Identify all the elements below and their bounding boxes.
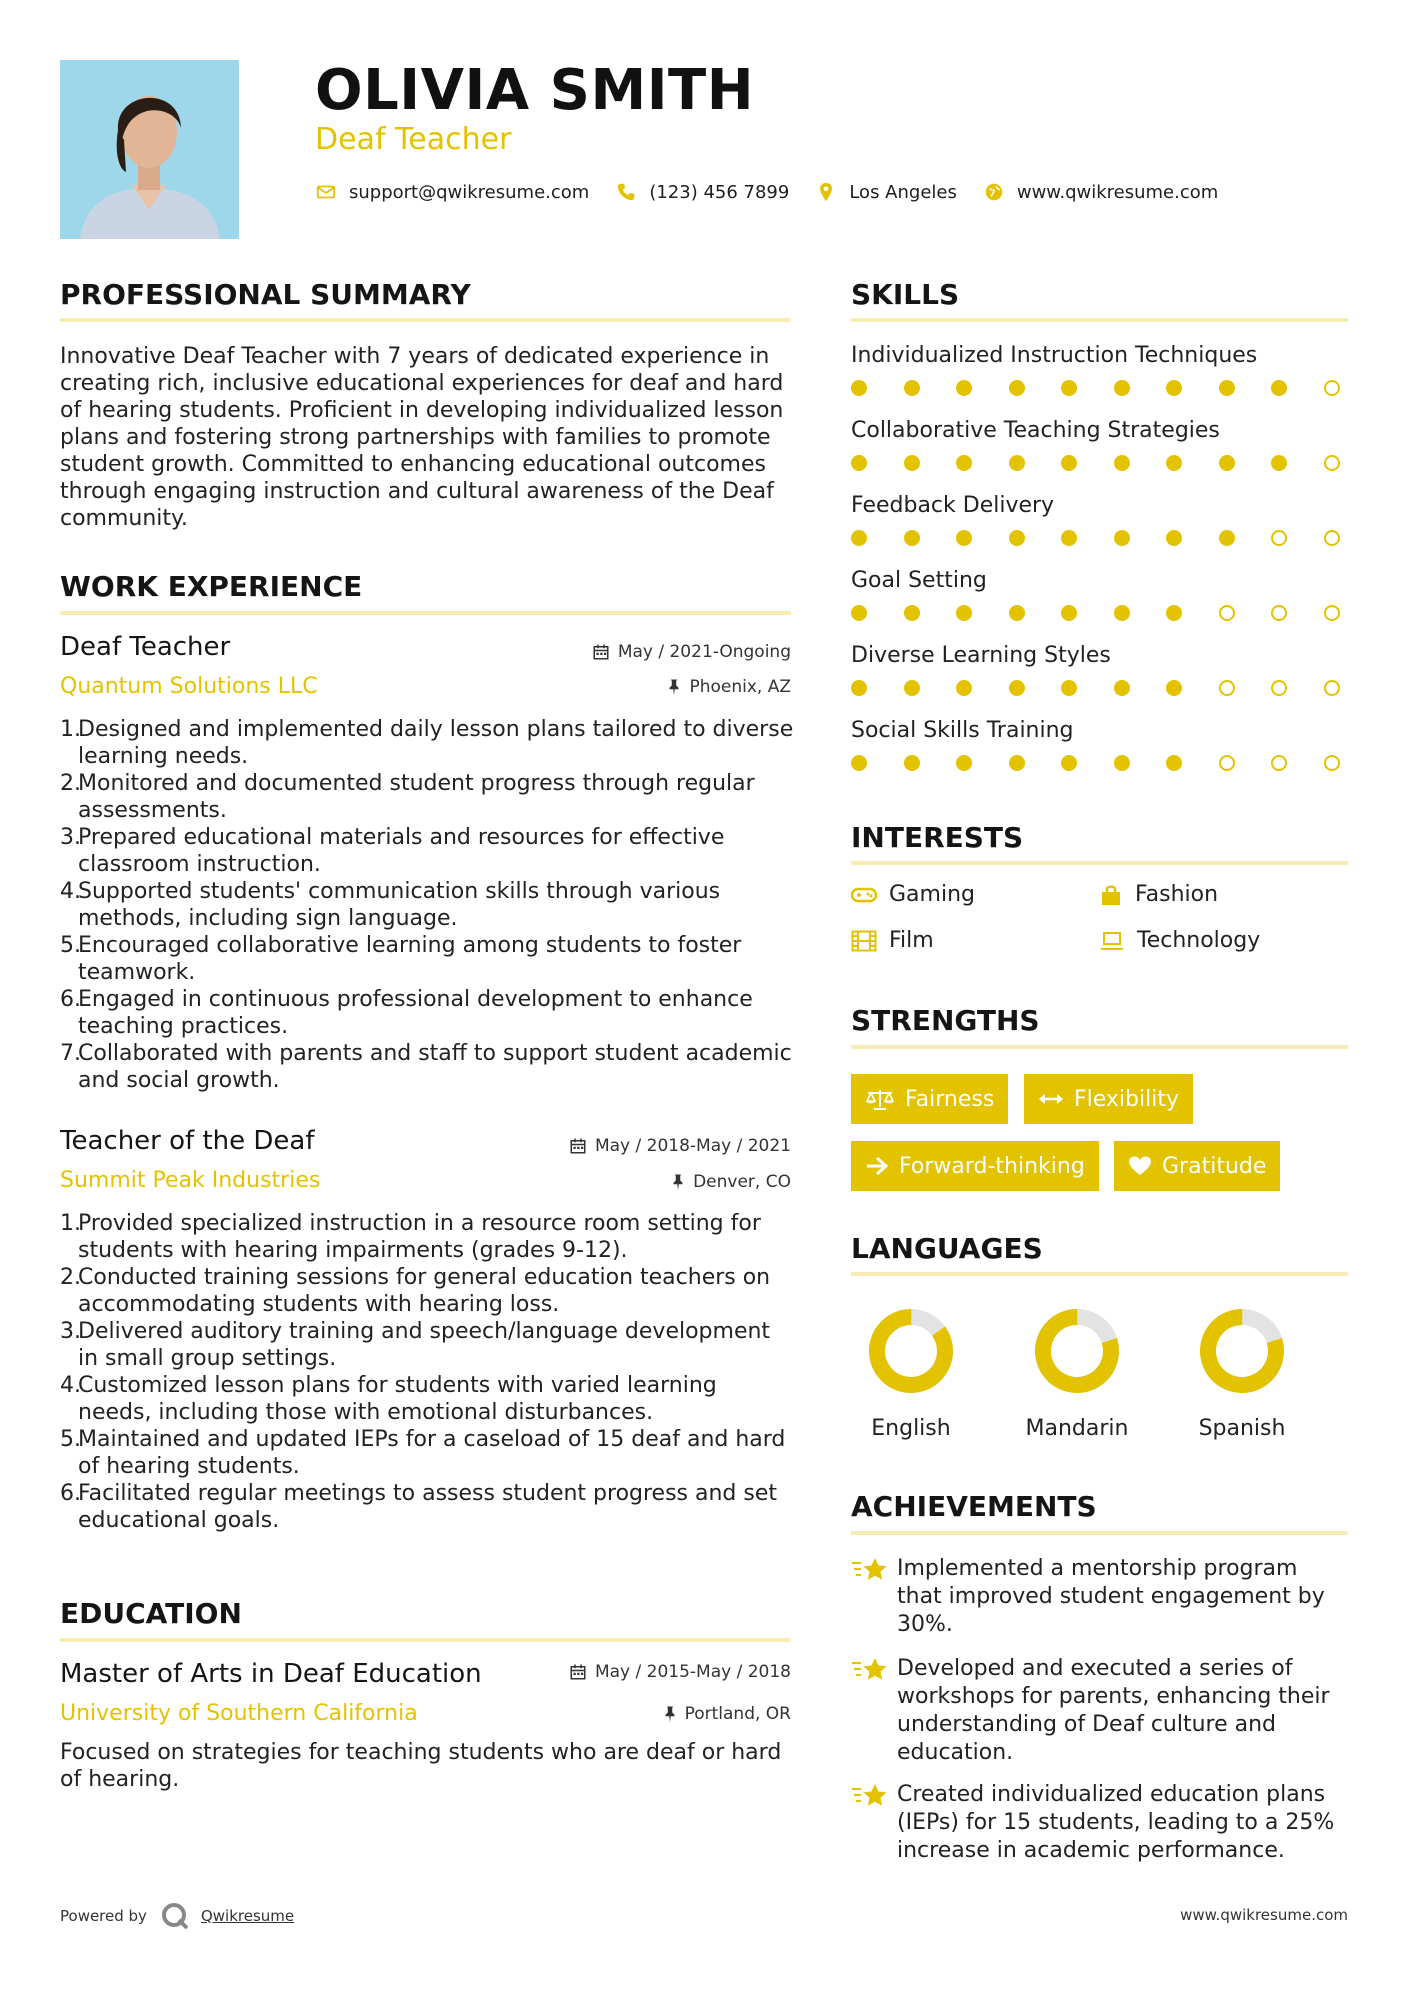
rating-dot-filled: [1114, 530, 1130, 546]
brand-link[interactable]: Qwikresume: [200, 1907, 295, 1925]
job-location-text: Denver, CO: [693, 1172, 791, 1192]
pushpin-icon: [667, 678, 681, 696]
list-item: 3. Delivered auditory training and speech/language development in small group settings.: [60, 1319, 771, 1371]
skills-list: [851, 343, 1351, 793]
education-location: [440, 1704, 791, 1724]
strength-tag-gratitude: [1114, 1141, 1280, 1191]
rating-dot-filled: [904, 380, 920, 396]
education-location-text: Portland, OR: [684, 1704, 791, 1724]
school-name: University of Southern California: [60, 1701, 418, 1726]
strength-tag-fairness: [851, 1074, 1008, 1124]
interest-label: Film: [889, 928, 934, 953]
rating-dot-filled: [956, 530, 972, 546]
rating-dot-empty: [1219, 680, 1235, 696]
education-date-text: May / 2015-May / 2018: [594, 1662, 791, 1682]
rating-dot-empty: [1324, 530, 1340, 546]
envelope-icon: [315, 181, 337, 203]
strength-label: Forward-thinking: [899, 1153, 1085, 1179]
rating-dot-empty: [1271, 605, 1287, 621]
rating-dot-filled: [1114, 605, 1130, 621]
rating-dot-filled: [1166, 680, 1182, 696]
job-location-text: Phoenix, AZ: [689, 677, 791, 697]
skill-item: [851, 568, 1351, 643]
list-item: 5. Encouraged collaborative learning among students to foster teamwork.: [60, 933, 742, 985]
rating-dot-empty: [1219, 755, 1235, 771]
achievement-item: [851, 1655, 1347, 1767]
languages-list: [831, 1308, 1351, 1448]
strength-label: Gratitude: [1162, 1153, 1267, 1179]
skill-rating: [851, 455, 1340, 471]
powered-by-label: Powered by: [60, 1907, 147, 1925]
rating-dot-empty: [1271, 755, 1287, 771]
job-title: Teacher of the Deaf: [60, 1126, 315, 1156]
avatar: [60, 60, 239, 239]
list-item: 4. Customized lesson plans for students with varied learning needs, including those with emotional disturbances.: [60, 1373, 717, 1425]
rating-dot-filled: [904, 530, 920, 546]
donut-fill: [1199, 1308, 1285, 1394]
arrows-horizontal-icon: [1038, 1088, 1064, 1110]
rating-dot-filled: [956, 605, 972, 621]
contact-bar: [315, 180, 1244, 204]
strength-label: Flexibility: [1074, 1086, 1179, 1112]
laptop-icon: [1099, 930, 1125, 952]
achievement-item: [851, 1555, 1347, 1639]
rating-dot-filled: [956, 755, 972, 771]
rating-dot-filled: [1114, 380, 1130, 396]
skill-label: Social Skills Training: [851, 718, 1074, 743]
list-item: 4. Supported students' communication skills through various methods, including sign language.: [60, 879, 721, 931]
rating-dot-filled: [904, 455, 920, 471]
job-location: [440, 1172, 791, 1192]
rating-dot-empty: [1324, 455, 1340, 471]
achievement-text: Implemented a mentorship program that improved student engagement by 30%.: [897, 1556, 1325, 1637]
skills-divider: [851, 318, 1348, 322]
interest-label: Fashion: [1135, 882, 1219, 907]
rating-dot-filled: [1271, 455, 1287, 471]
rating-dot-filled: [904, 755, 920, 771]
skill-label: Feedback Delivery: [851, 493, 1055, 518]
interests-heading: INTERESTS: [851, 821, 1024, 854]
footer-powered-by: [60, 1900, 294, 1932]
star-icon: [851, 1655, 897, 1687]
skill-item: [851, 418, 1351, 493]
education-divider: [60, 1638, 791, 1642]
strengths-divider: [851, 1045, 1348, 1049]
rating-dot-filled: [1061, 530, 1077, 546]
language-item: [997, 1308, 1157, 1441]
pushpin-icon: [663, 1705, 677, 1723]
skill-rating: [851, 755, 1340, 771]
profile-photo: [60, 60, 239, 239]
language-label: Mandarin: [1025, 1416, 1129, 1441]
skill-item: [851, 343, 1351, 418]
job-date: [440, 1136, 791, 1156]
rating-dot-filled: [851, 530, 867, 546]
calendar-icon: [569, 1663, 587, 1681]
rating-dot-filled: [1114, 755, 1130, 771]
work-divider: [60, 611, 791, 615]
candidate-title: Deaf Teacher: [315, 122, 512, 157]
job-bullets: [60, 716, 795, 1094]
interest-item-fashion: [1099, 882, 1218, 907]
rating-dot-filled: [1061, 680, 1077, 696]
education-description: Focused on strategies for teaching students who are deaf or hard of hearing.: [60, 1740, 782, 1792]
map-marker-icon: [815, 181, 837, 203]
list-item: 6. Engaged in continuous professional development to enhance teaching practices.: [60, 987, 753, 1039]
star-icon: [851, 1555, 897, 1587]
job-location: [440, 677, 791, 697]
rating-dot-filled: [904, 680, 920, 696]
rating-dot-filled: [851, 755, 867, 771]
rating-dot-filled: [1114, 455, 1130, 471]
degree-title: Master of Arts in Deaf Education: [60, 1659, 482, 1689]
rating-dot-filled: [1219, 455, 1235, 471]
skill-item: [851, 493, 1351, 568]
rating-dot-filled: [1271, 380, 1287, 396]
rating-dot-filled: [956, 380, 972, 396]
interest-label: Technology: [1137, 928, 1261, 953]
language-item: [831, 1308, 991, 1441]
rating-dot-filled: [1009, 755, 1025, 771]
skill-rating: [851, 530, 1340, 546]
skill-label: Diverse Learning Styles: [851, 643, 1111, 668]
skill-label: Collaborative Teaching Strategies: [851, 418, 1220, 443]
language-donut: [997, 1308, 1157, 1398]
language-donut: [1162, 1308, 1322, 1398]
skill-rating: [851, 380, 1340, 396]
rating-dot-filled: [851, 455, 867, 471]
achievements-heading: ACHIEVEMENTS: [851, 1490, 1097, 1523]
rating-dot-filled: [1061, 380, 1077, 396]
interest-item-technology: [1099, 928, 1260, 953]
rating-dot-filled: [956, 680, 972, 696]
contact-location: Los Angeles: [849, 181, 957, 203]
contact-website[interactable]: www.qwikresume.com: [1016, 181, 1219, 203]
strength-label: Fairness: [905, 1086, 995, 1112]
rating-dot-filled: [1166, 755, 1182, 771]
rating-dot-empty: [1271, 680, 1287, 696]
job-title: Deaf Teacher: [60, 632, 231, 662]
summary-text: Innovative Deaf Teacher with 7 years of dedicated experience in creating rich, inclusive educational experiences for deaf and hard of hearing students. Proficient in developing individualized lesson plans and fostering strong partnerships with families to promote student growth. Committed to enhancing educational outcomes through engaging instruction and cultural awareness of the Deaf community.: [60, 344, 784, 531]
rating-dot-filled: [1009, 530, 1025, 546]
list-item: 2. Monitored and documented student progress through regular assessments.: [60, 771, 755, 823]
rating-dot-filled: [1166, 605, 1182, 621]
job-bullets: [60, 1210, 795, 1534]
languages-divider: [851, 1272, 1348, 1276]
skills-heading: SKILLS: [851, 278, 960, 311]
rating-dot-filled: [1114, 680, 1130, 696]
job-company: Summit Peak Industries: [60, 1168, 321, 1193]
phone-icon: [615, 181, 637, 203]
languages-heading: LANGUAGES: [851, 1232, 1043, 1265]
rating-dot-filled: [1166, 455, 1182, 471]
skill-rating: [851, 605, 1340, 621]
skill-rating: [851, 680, 1340, 696]
list-item: 2. Conducted training sessions for general education teachers on accommodating students with hearing loss.: [60, 1265, 771, 1317]
language-label: Spanish: [1198, 1416, 1286, 1441]
work-heading: WORK EXPERIENCE: [60, 570, 363, 603]
rating-dot-filled: [1009, 455, 1025, 471]
globe-icon: [983, 181, 1005, 203]
achievement-text: Created individualized education plans (IEPs) for 15 students, leading to a 25% increase in academic performance.: [897, 1782, 1335, 1863]
job-date-text: May / 2021-Ongoing: [617, 642, 791, 662]
achievement-item: [851, 1781, 1347, 1865]
rating-dot-filled: [1061, 755, 1077, 771]
rating-dot-filled: [1061, 605, 1077, 621]
achievement-text: Developed and executed a series of workshops for parents, enhancing their understanding of Deaf culture and education.: [897, 1656, 1330, 1765]
film-icon: [851, 930, 877, 952]
rating-dot-filled: [1166, 380, 1182, 396]
qwikresume-logo-icon: [159, 1900, 191, 1932]
rating-dot-filled: [1061, 455, 1077, 471]
strength-tag-flexibility: [1024, 1074, 1193, 1124]
calendar-icon: [569, 1137, 587, 1155]
rating-dot-filled: [1009, 680, 1025, 696]
rating-dot-empty: [1271, 530, 1287, 546]
heart-icon: [1128, 1155, 1152, 1177]
calendar-icon: [592, 643, 610, 661]
candidate-name: OLIVIA SMITH: [315, 58, 755, 123]
rating-dot-filled: [1166, 530, 1182, 546]
education-heading: EDUCATION: [60, 1597, 242, 1630]
rating-dot-filled: [1009, 605, 1025, 621]
education-date: [440, 1662, 791, 1682]
star-icon: [851, 1781, 897, 1813]
gamepad-icon: [851, 885, 877, 905]
rating-dot-filled: [1219, 530, 1235, 546]
rating-dot-filled: [904, 605, 920, 621]
rating-dot-filled: [851, 380, 867, 396]
job-date: [440, 642, 791, 662]
rating-dot-filled: [956, 455, 972, 471]
list-item: 6. Facilitated regular meetings to assess student progress and set educational goals.: [60, 1481, 778, 1533]
skill-item: [851, 643, 1351, 718]
language-donut: [831, 1308, 991, 1398]
footer-website[interactable]: www.qwikresume.com: [1180, 1906, 1348, 1924]
balance-scale-icon: [865, 1088, 895, 1110]
language-label: English: [871, 1416, 951, 1441]
strength-tag-forward-thinking: [851, 1141, 1099, 1191]
skill-item: [851, 718, 1351, 793]
strengths-heading: STRENGTHS: [851, 1004, 1040, 1037]
list-item: 7. Collaborated with parents and staff to support student academic and social growth.: [60, 1041, 792, 1093]
job-company: Quantum Solutions LLC: [60, 674, 318, 699]
shopping-bag-icon: [1099, 883, 1123, 907]
rating-dot-filled: [1009, 380, 1025, 396]
arrow-right-icon: [865, 1155, 889, 1177]
list-item: 3. Prepared educational materials and resources for effective classroom instruction.: [60, 825, 725, 877]
summary-heading: PROFESSIONAL SUMMARY: [60, 278, 471, 311]
rating-dot-empty: [1324, 380, 1340, 396]
rating-dot-empty: [1324, 755, 1340, 771]
interest-item-film: [851, 928, 934, 953]
pushpin-icon: [671, 1173, 685, 1191]
skill-label: Individualized Instruction Techniques: [851, 343, 1258, 368]
rating-dot-filled: [1219, 380, 1235, 396]
achievements-divider: [851, 1531, 1348, 1535]
language-item: [1162, 1308, 1322, 1441]
summary-divider: [60, 318, 791, 322]
donut-fill: [864, 1308, 959, 1398]
contact-email[interactable]: support@qwikresume.com: [349, 181, 590, 203]
list-item: 5. Maintained and updated IEPs for a caseload of 15 deaf and hard of hearing students.: [60, 1427, 786, 1479]
rating-dot-filled: [851, 680, 867, 696]
rating-dot-empty: [1219, 605, 1235, 621]
interest-item-gaming: [851, 882, 975, 907]
contact-phone[interactable]: (123) 456 7899: [649, 181, 790, 203]
job-date-text: May / 2018-May / 2021: [594, 1136, 791, 1156]
rating-dot-filled: [851, 605, 867, 621]
rating-dot-empty: [1324, 680, 1340, 696]
rating-dot-empty: [1324, 605, 1340, 621]
interests-divider: [851, 861, 1348, 865]
skill-label: Goal Setting: [851, 568, 987, 593]
donut-fill: [1034, 1308, 1120, 1394]
list-item: 1. Designed and implemented daily lesson plans tailored to diverse learning needs.: [60, 717, 794, 769]
interest-label: Gaming: [889, 882, 975, 907]
list-item: 1. Provided specialized instruction in a resource room setting for students with hearing impairments (grades 9-12).: [60, 1211, 761, 1263]
